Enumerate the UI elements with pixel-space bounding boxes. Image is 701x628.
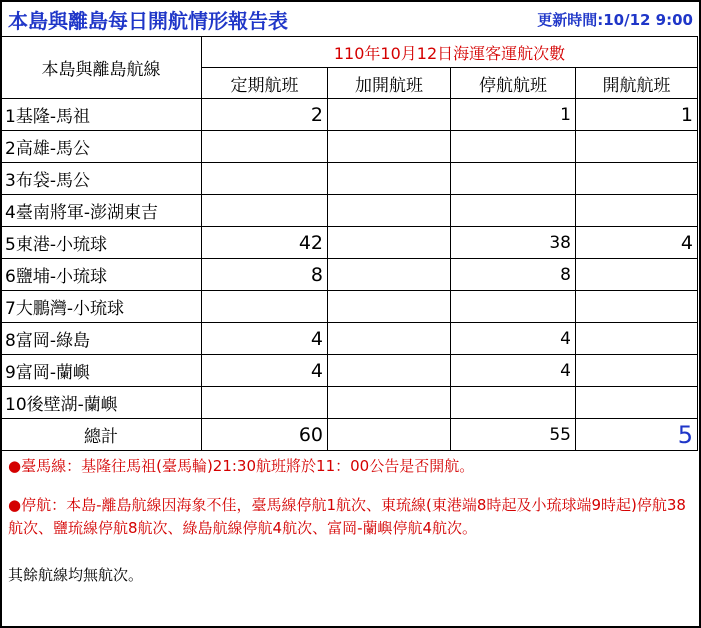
- header-bar: [2, 2, 699, 36]
- operating-count: [576, 259, 698, 291]
- suspended-count: [451, 163, 576, 195]
- suspended-count: [451, 387, 576, 419]
- total-scheduled: 60: [202, 419, 328, 451]
- route-name: 9富岡-蘭嶼: [1, 355, 202, 387]
- operating-count: [576, 131, 698, 163]
- route-name: 2高雄-馬公: [1, 131, 202, 163]
- note-spacer: [8, 478, 693, 494]
- date-header: 110年10月12日海運客運航次數: [202, 37, 698, 68]
- column-header-scheduled: 定期航班: [202, 68, 328, 99]
- operating-count: [576, 195, 698, 227]
- total-added: [328, 419, 451, 451]
- update-time: 更新時間:10/12 9:00: [537, 11, 693, 29]
- route-name: 7大鵬灣-小琉球: [1, 291, 202, 323]
- operating-count: [576, 163, 698, 195]
- added-count: [328, 323, 451, 355]
- scheduled-count: 42: [202, 227, 328, 259]
- suspended-count: 4: [451, 323, 576, 355]
- operating-count: [576, 323, 698, 355]
- voyage-table: [0, 36, 698, 451]
- added-count: [328, 387, 451, 419]
- route-name: 3布袋-馬公: [1, 163, 202, 195]
- route-name: 5東港-小琉球: [1, 227, 202, 259]
- suspended-count: 38: [451, 227, 576, 259]
- added-count: [328, 259, 451, 291]
- suspended-count: 8: [451, 259, 576, 291]
- route-name: 1基隆-馬祖: [1, 99, 202, 131]
- scheduled-count: [202, 131, 328, 163]
- operating-count: 4: [576, 227, 698, 259]
- column-header-added: 加開航班: [328, 68, 451, 99]
- scheduled-count: 4: [202, 323, 328, 355]
- scheduled-count: [202, 195, 328, 227]
- note-other-routes: 其餘航線均無航次。: [8, 566, 144, 584]
- added-count: [328, 131, 451, 163]
- table-row: [1, 99, 698, 131]
- added-count: [328, 163, 451, 195]
- route-header: 本島與離島航線: [1, 37, 202, 99]
- total-suspended: 55: [451, 419, 576, 451]
- suspended-count: 1: [451, 99, 576, 131]
- scheduled-count: [202, 387, 328, 419]
- route-name: 8富岡-綠島: [1, 323, 202, 355]
- scheduled-count: [202, 163, 328, 195]
- scheduled-count: 8: [202, 259, 328, 291]
- route-name: 10後壁湖-蘭嶼: [1, 387, 202, 419]
- operating-count: [576, 355, 698, 387]
- table-row: [1, 131, 698, 163]
- table-row: [1, 259, 698, 291]
- table-row: [1, 163, 698, 195]
- suspended-count: 4: [451, 355, 576, 387]
- route-name: 4臺南將軍-澎湖東吉: [1, 195, 202, 227]
- total-row: [1, 419, 698, 451]
- route-name: 6鹽埔-小琉球: [1, 259, 202, 291]
- table-row: [1, 323, 698, 355]
- operating-count: [576, 387, 698, 419]
- added-count: [328, 355, 451, 387]
- added-count: [328, 195, 451, 227]
- table-row: [1, 195, 698, 227]
- total-label: 總計: [1, 419, 202, 451]
- scheduled-count: 2: [202, 99, 328, 131]
- scheduled-count: [202, 291, 328, 323]
- operating-count: [576, 291, 698, 323]
- added-count: [328, 99, 451, 131]
- table-row: [1, 227, 698, 259]
- table-row: [1, 387, 698, 419]
- report-title: 本島與離島每日開航情形報告表: [8, 9, 288, 33]
- scheduled-count: 4: [202, 355, 328, 387]
- table-row: [1, 355, 698, 387]
- suspended-count: [451, 195, 576, 227]
- note-taima-line: ●臺馬線：基隆往馬祖(臺馬輪)21:30航班將於11：00公告是否開航。: [8, 457, 475, 475]
- added-count: [328, 227, 451, 259]
- suspended-count: [451, 291, 576, 323]
- note-suspension: ●停航：本島-離島航線因海象不佳，臺馬線停航1航次、東琉線(東港端8時起及小琉球端9時起)停航38航次、鹽琉線停航8航次、綠島航線停航4航次、富岡-蘭嶼停航4航次。: [8, 496, 686, 537]
- notes-section: [2, 451, 699, 591]
- column-header-operating: 開航航班: [576, 68, 698, 99]
- table-row: [1, 291, 698, 323]
- added-count: [328, 291, 451, 323]
- column-header-suspended: 停航航班: [451, 68, 576, 99]
- operating-count: 1: [576, 99, 698, 131]
- suspended-count: [451, 131, 576, 163]
- total-operating: 5: [576, 419, 698, 451]
